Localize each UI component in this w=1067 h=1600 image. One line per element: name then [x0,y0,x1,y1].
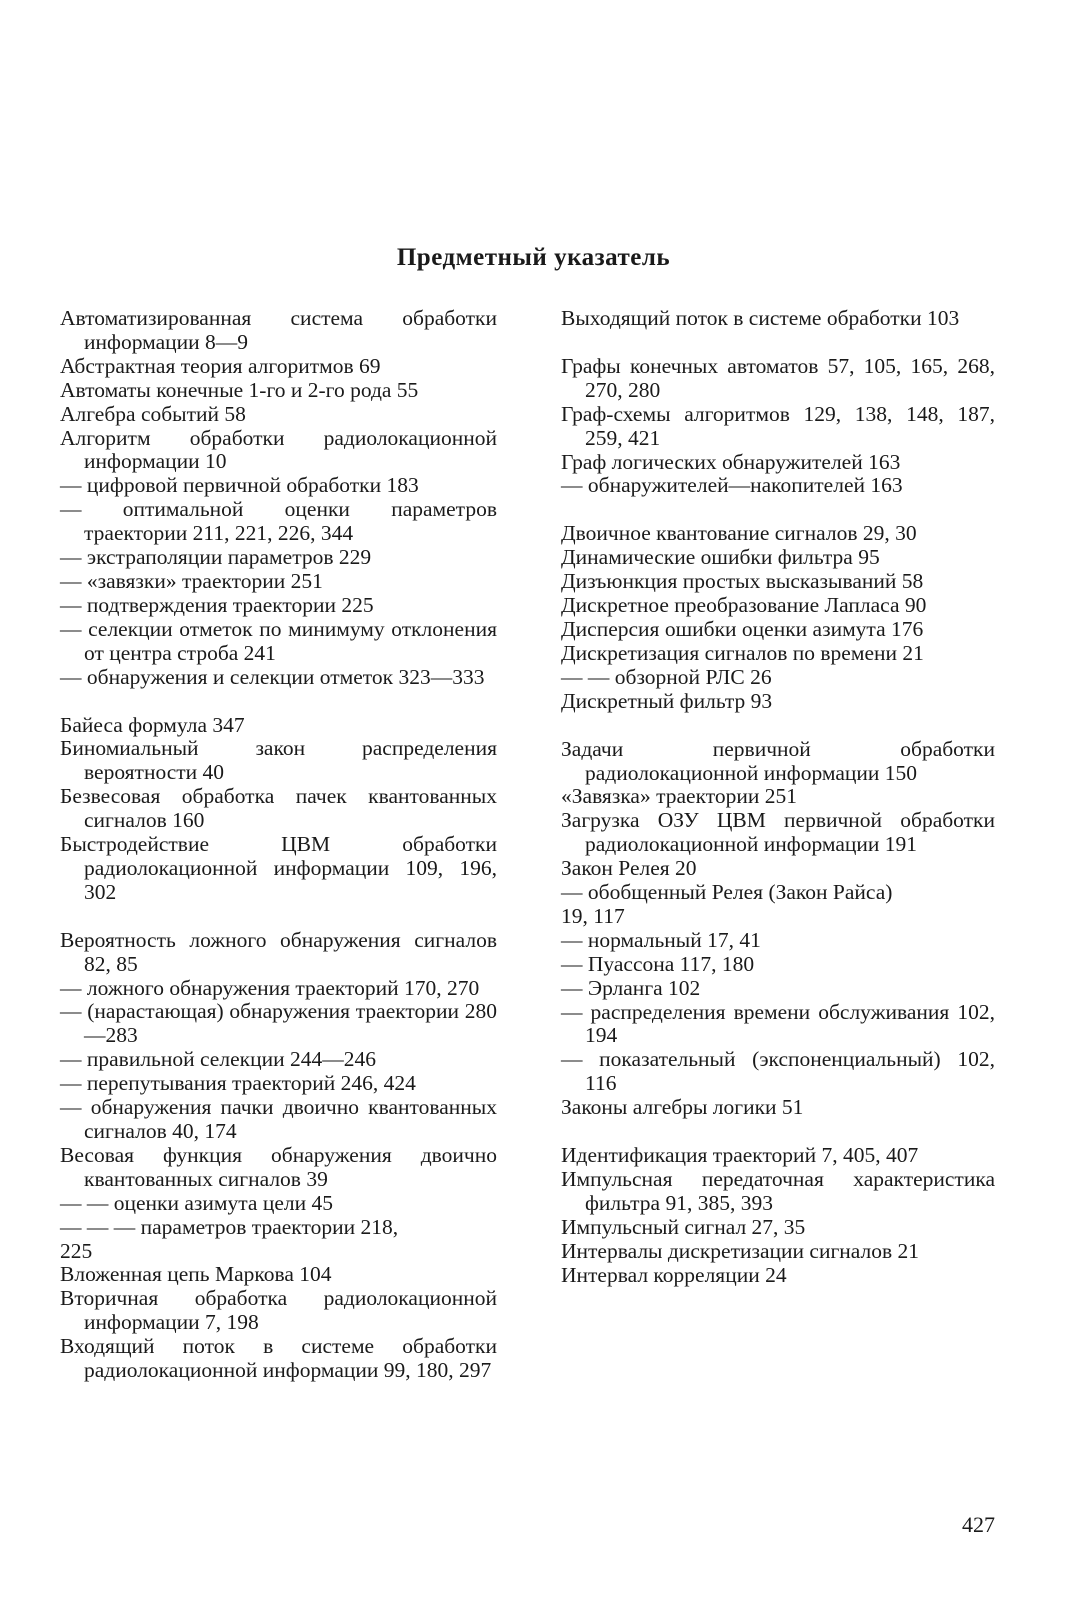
index-entry: — обнаружения и селекции отметок 323—333 [60,664,485,689]
index-entry: — Эрланга 102 [561,975,701,1000]
index-entry: Идентификация траекторий 7, 405, 407 [561,1143,919,1168]
index-entry: Биномиальный закон распределения вероятности 40 [60,736,497,785]
index-column-right [561,307,995,1288]
index-entry: — — — параметров траектории 218, [60,1214,399,1239]
index-entry: Вторичная обработка радиолокационной информации 7, 198 [60,1286,497,1335]
index-entry: Интервал корреляции 24 [561,1262,787,1287]
index-entry: — обнаружителей—накопителей 163 [561,473,903,498]
index-entry: Автоматизированная система обработки информации 8—9 [60,306,497,354]
index-entry: Байеса формула 347 [60,712,245,737]
index-entry: Импульсный сигнал 27, 35 [561,1214,806,1239]
index-entry: Граф логических обнаружителей 163 [561,449,901,474]
index-entry: — «завязки» траектории 251 [60,568,323,593]
index-entry: Загрузка ОЗУ ЦВМ первичной обработки радиолокационной информации 191 [561,808,995,857]
index-entry: Дискретный фильтр 93 [561,688,773,713]
section-gap [561,714,995,738]
index-entry: — Пуассона 117, 180 [561,951,755,976]
section-gap [561,1120,995,1144]
index-entry: Выходящий поток в системе обработки 103 [561,306,960,330]
index-entry: — — оценки азимута цели 45 [60,1190,334,1215]
index-entry: Вложенная цепь Маркова 104 [60,1262,332,1287]
index-entry: Абстрактная теория алгоритмов 69 [60,353,381,378]
index-entry: Вероятность ложного обнаружения сигналов 82, 85 [60,927,497,976]
page-number: 427 [962,1512,995,1537]
index-entry: — цифровой первичной обработки 183 [60,473,419,498]
index-entry: Закон Релея 20 [561,856,697,881]
index-entry: — оптимальной оценки параметров траектории 211, 221, 226, 344 [60,497,497,546]
index-entry: — ложного обнаружения траекторий 170, 270 [60,975,480,1000]
index-entry: — — обзорной РЛС 26 [561,664,772,689]
index-entry: — нормальный 17, 41 [561,927,761,952]
index-entry: Алгоритм обработки радиолокационной информации 10 [60,425,497,474]
index-entry: Автоматы конечные 1-го и 2-го рода 55 [60,377,419,402]
index-entry: Входящий поток в системе обработки радиолокационной информации 99, 180, 297 [60,1334,497,1383]
index-entry: — (нарастающая) обнаружения траектории 280—283 [60,999,497,1048]
index-entry: Быстродействие ЦВМ обработки радиолокационной информации 109, 196, 302 [60,832,497,904]
index-entry: — показательный (экспоненциальный) 102, 116 [561,1047,995,1096]
index-entry: — перепутывания траекторий 246, 424 [60,1071,416,1096]
section-gap [60,690,497,714]
index-entry: Дискретное преобразование Лапласа 90 [561,593,927,618]
index-entry: — подтверждения траектории 225 [60,592,374,617]
index-entry: Алгебра событий 58 [60,401,246,426]
section-gap [60,905,497,929]
index-entry: Импульсная передаточная характеристика фильтра 91, 385, 393 [561,1167,995,1215]
index-entry: — обобщенный Релея (Закон Райса) [561,880,893,905]
index-column-left [60,307,497,1383]
index-entry: 225 [60,1238,93,1263]
index-entry: — распределения времени обслуживания 102, 194 [561,999,995,1048]
section-gap [561,498,995,522]
index-entry: Двоичное квантование сигналов 29, 30 [561,521,917,546]
index-entry: — обнаружения пачки двоично квантованных сигналов 40, 174 [60,1095,497,1143]
index-entry: Дизъюнкция простых высказываний 58 [561,569,924,594]
index-entry: Весовая функция обнаружения двоично квантованных сигналов 39 [60,1142,497,1191]
index-entry: Законы алгебры логики 51 [561,1095,804,1120]
index-entry: Дискретизация сигналов по времени 21 [561,640,924,665]
index-entry: — правильной селекции 244—246 [60,1047,376,1072]
index-entry: Безвесовая обработка пачек квантованных сигналов 160 [60,784,497,833]
index-entry: — экстраполяции параметров 229 [60,545,372,570]
index-entry: «Завязка» траектории 251 [561,784,798,809]
index-entry: Граф-схемы алгоритмов 129, 138, 148, 187, 259, 421 [561,401,995,450]
index-entry: Дисперсия ошибки оценки азимута 176 [561,616,924,641]
page-title: Предметный указатель [396,244,671,271]
index-entry: Задачи первичной обработки радиолокационной информации 150 [561,736,995,785]
index-entry: Динамические ошибки фильтра 95 [561,545,880,570]
index-entry: Интервалы дискретизации сигналов 21 [561,1238,920,1263]
index-entry: Графы конечных автоматов 57, 105, 165, 268, 270, 280 [561,353,995,402]
index-entry: 19, 117 [561,903,625,928]
index-entry: — селекции отметок по минимуму отклонения от центра строба 241 [60,616,497,665]
section-gap [561,331,995,355]
